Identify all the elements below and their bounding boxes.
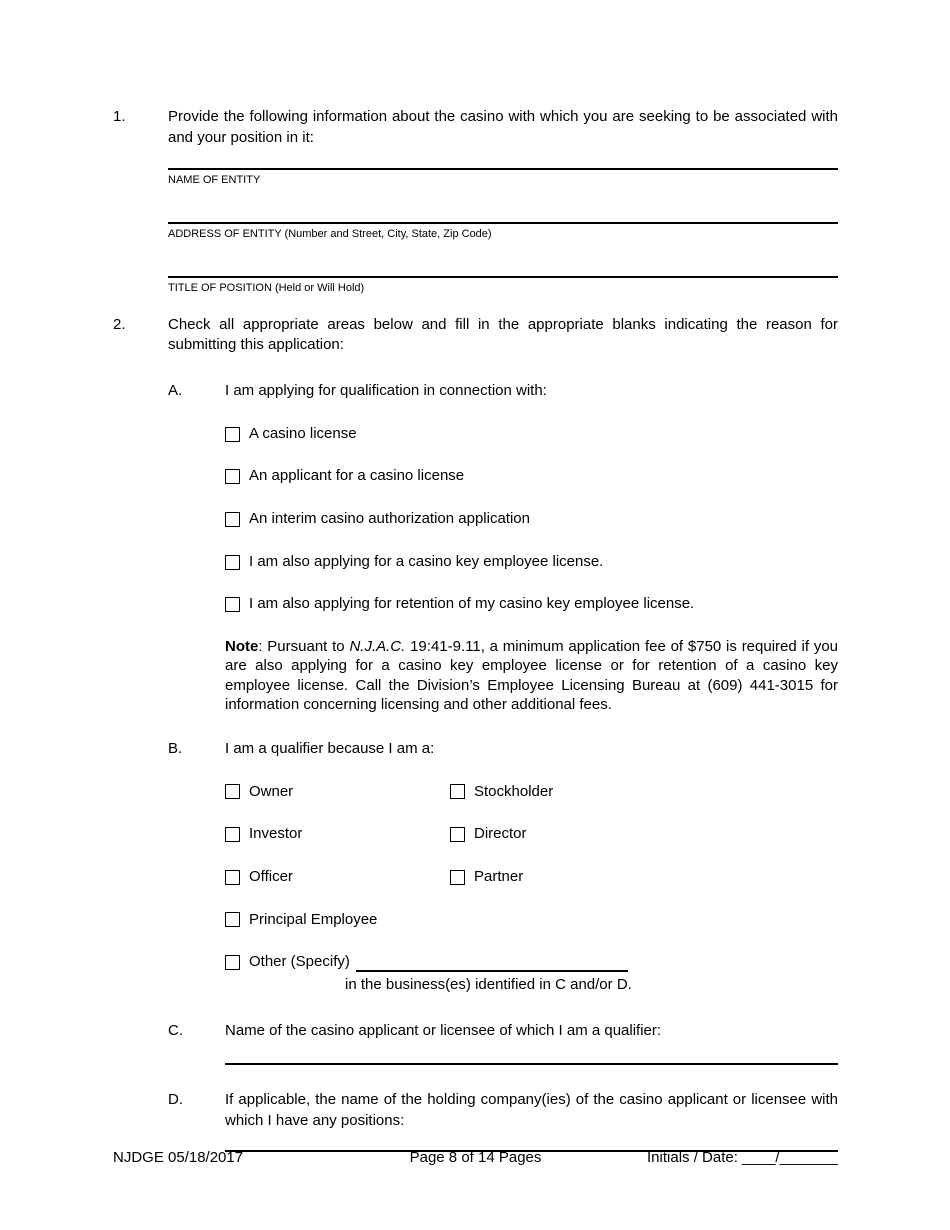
section-c-letter: C. — [168, 1021, 183, 1039]
section-d-body — [225, 1090, 838, 1151]
question-2-text: Check all appropriate areas below and fill in the appropriate blanks indicating the reason for submitting this application: — [168, 315, 838, 354]
footer-page-number: Page 8 of 14 Pages — [409, 1149, 542, 1166]
address-of-entity-label: ADDRESS OF ENTITY (Number and Street, City, State, Zip Code) — [168, 228, 492, 241]
footer-initials-date: Initials / Date: ____/_______ — [647, 1149, 838, 1166]
question-1-number: 1. — [113, 108, 126, 125]
question-2 — [113, 315, 838, 1152]
field-name-of-entity — [168, 168, 838, 188]
checkbox-row-key-employee-retention[interactable] — [225, 594, 838, 615]
section-b — [168, 739, 838, 996]
note-text-1: : Pursuant to — [258, 638, 350, 656]
section-c-body — [225, 1021, 838, 1066]
section-b-heading: I am a qualifier because I am a: — [225, 739, 435, 757]
checkbox-label: Stockholder — [474, 782, 554, 800]
checkbox-row-stockholder[interactable] — [450, 782, 675, 803]
checkbox-row-casino-license[interactable] — [225, 424, 838, 445]
checkbox-label: A casino license — [249, 424, 357, 442]
checkbox-label: Owner — [249, 782, 294, 800]
field-address-of-entity — [168, 222, 838, 242]
checkbox-principal-employee[interactable] — [225, 912, 240, 927]
checkbox-label: Director — [474, 825, 527, 843]
checkbox-row-interim-authorization[interactable] — [225, 509, 838, 530]
checkbox-officer[interactable] — [225, 870, 240, 885]
other-specify-line[interactable] — [356, 954, 628, 972]
checkbox-row-investor[interactable] — [225, 824, 450, 845]
checkbox-owner[interactable] — [225, 784, 240, 799]
title-of-position-label: TITLE OF POSITION (Held or Will Hold) — [168, 281, 365, 294]
checkbox-interim-authorization[interactable] — [225, 512, 240, 527]
checkbox-row-principal-employee[interactable] — [225, 910, 838, 931]
section-d-letter: D. — [168, 1091, 183, 1109]
checkbox-stockholder[interactable] — [450, 784, 465, 799]
checkbox-applicant-casino-license[interactable] — [225, 469, 240, 484]
checkbox-row-partner[interactable] — [450, 867, 675, 888]
section-a-heading: I am applying for qualification in connection with: — [225, 382, 547, 399]
checkbox-key-employee-retention[interactable] — [225, 597, 240, 612]
checkbox-label: Other (Specify) — [249, 953, 350, 971]
checkbox-director[interactable] — [450, 827, 465, 842]
checkbox-row-owner[interactable] — [225, 782, 450, 803]
question-1-text: Provide the following information about the casino with which you are seeking to be associated with and your position in it: — [168, 108, 838, 146]
qualifier-row-3 — [225, 867, 838, 888]
checkbox-investor[interactable] — [225, 827, 240, 842]
section-a-letter: A. — [168, 382, 183, 399]
checkbox-label: Officer — [249, 867, 293, 885]
qualifier-name-line[interactable] — [225, 1063, 838, 1065]
checkbox-partner[interactable] — [450, 870, 465, 885]
question-2-number: 2. — [113, 315, 126, 333]
note-bold-label: Note — [225, 638, 259, 656]
checkbox-row-other[interactable] — [225, 952, 838, 973]
checkbox-key-employee-license[interactable] — [225, 555, 240, 570]
checkbox-other[interactable] — [225, 955, 240, 970]
checkbox-row-applicant-casino-license[interactable] — [225, 466, 838, 487]
note-text-2: 19:41-9.11, a minimum application fee of $750 is required if you are also applying for a casino key employee license or for retention of a casino key employee license. Call the Division’s Employee Licensing Bureau at (609) 441-3015 for information concerning licensing and other additional fees. — [225, 638, 838, 713]
section-a — [168, 381, 838, 714]
page-footer — [113, 1148, 838, 1169]
question-2-body — [168, 315, 838, 1152]
qualifier-row-1 — [225, 782, 838, 803]
checkbox-label: I am also applying for a casino key employee license. — [249, 552, 604, 570]
checkbox-row-officer[interactable] — [225, 867, 450, 888]
checkbox-label: Investor — [249, 825, 303, 843]
checkbox-row-director[interactable] — [450, 824, 675, 845]
field-title-of-position — [168, 276, 838, 296]
checkbox-label: An applicant for a casino license — [249, 467, 465, 485]
note-citation: N.J.A.C. — [349, 638, 406, 656]
section-a-note — [225, 637, 838, 714]
section-d-heading: If applicable, the name of the holding company(ies) of the casino applicant or licensee with which I have any positions: — [225, 1091, 838, 1130]
name-of-entity-label: NAME OF ENTITY — [168, 174, 261, 187]
checkbox-label: Principal Employee — [249, 910, 378, 928]
checkbox-label: I am also applying for retention of my casino key employee license. — [249, 595, 695, 613]
section-c-heading: Name of the casino applicant or licensee of which I am a qualifier: — [225, 1021, 662, 1039]
section-d — [168, 1090, 838, 1151]
section-b-body — [225, 739, 838, 996]
qualifier-row-2 — [225, 824, 838, 845]
checkbox-casino-license[interactable] — [225, 427, 240, 442]
section-c — [168, 1021, 838, 1066]
checkbox-row-key-employee-license[interactable] — [225, 552, 838, 573]
checkbox-label: An interim casino authorization application — [249, 510, 530, 528]
question-1-body — [168, 107, 838, 296]
footer-form-id: NJDGE 05/18/2017 — [113, 1149, 244, 1166]
checkbox-label: Partner — [474, 867, 524, 885]
question-1 — [113, 107, 838, 296]
section-a-body — [225, 381, 838, 714]
other-caption: in the business(es) identified in C and/or D. — [345, 976, 632, 993]
section-b-letter: B. — [168, 739, 183, 757]
